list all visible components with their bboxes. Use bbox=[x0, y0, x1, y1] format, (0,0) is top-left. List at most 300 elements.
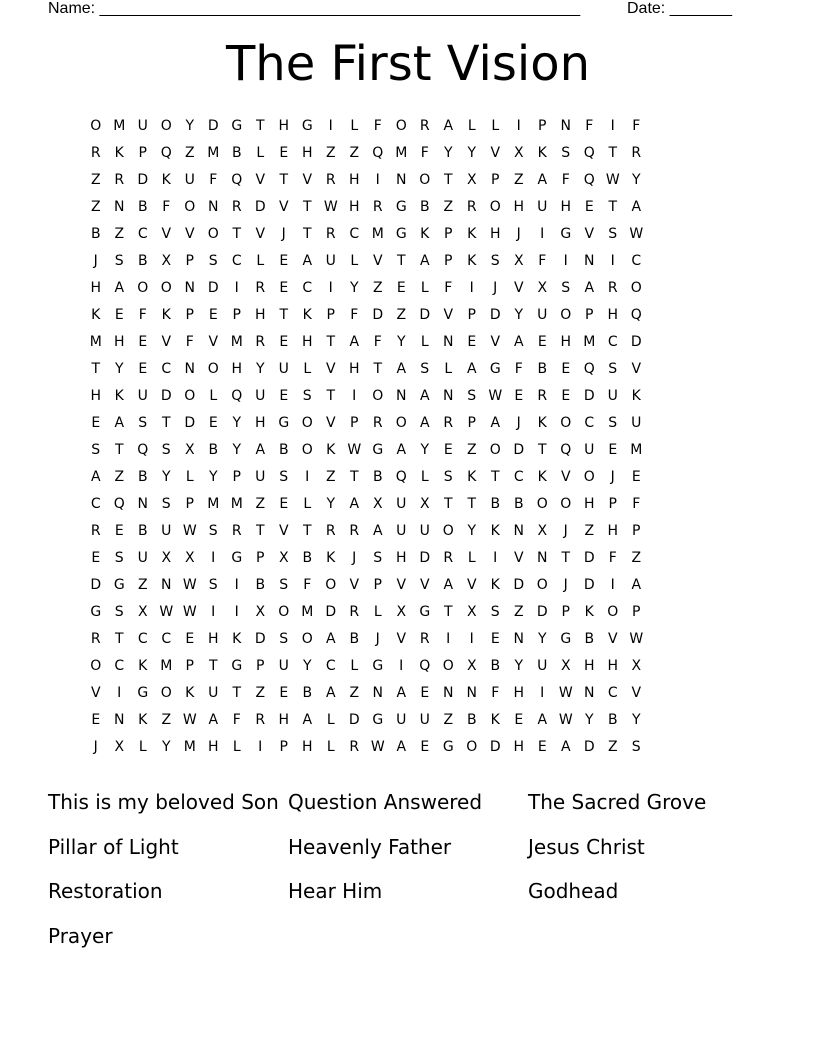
grid-letter[interactable]: U bbox=[419, 711, 430, 728]
grid-letter[interactable]: K bbox=[326, 441, 336, 458]
grid-letter[interactable]: F bbox=[373, 117, 382, 134]
grid-letter[interactable]: B bbox=[231, 144, 242, 161]
grid-letter[interactable]: B bbox=[349, 630, 360, 647]
grid-letter[interactable]: T bbox=[232, 684, 242, 701]
grid-letter[interactable]: P bbox=[467, 306, 476, 323]
grid-letter[interactable]: O bbox=[395, 414, 407, 431]
grid-letter[interactable]: I bbox=[399, 657, 404, 674]
grid-letter[interactable]: S bbox=[279, 630, 289, 647]
grid-letter[interactable]: E bbox=[561, 387, 571, 404]
grid-letter[interactable]: N bbox=[466, 684, 477, 701]
grid-letter[interactable]: V bbox=[161, 225, 172, 242]
grid-letter[interactable]: U bbox=[396, 711, 407, 728]
grid-letter[interactable]: D bbox=[254, 630, 266, 647]
grid-letter[interactable]: K bbox=[114, 144, 124, 161]
grid-letter[interactable]: V bbox=[419, 576, 430, 593]
grid-letter[interactable]: O bbox=[442, 657, 454, 674]
grid-letter[interactable]: L bbox=[326, 711, 335, 728]
grid-letter[interactable]: E bbox=[467, 333, 477, 350]
grid-letter[interactable]: I bbox=[234, 576, 239, 593]
grid-letter[interactable]: U bbox=[537, 657, 548, 674]
grid-letter[interactable]: K bbox=[232, 630, 242, 647]
grid-letter[interactable]: C bbox=[584, 414, 595, 431]
grid-letter[interactable]: T bbox=[302, 225, 312, 242]
grid-letter[interactable]: B bbox=[278, 441, 289, 458]
grid-letter[interactable]: E bbox=[185, 630, 195, 647]
grid-letter[interactable]: X bbox=[513, 252, 524, 269]
grid-letter[interactable]: E bbox=[279, 252, 289, 269]
grid-letter[interactable]: U bbox=[325, 252, 336, 269]
grid-letter[interactable]: S bbox=[91, 441, 101, 458]
grid-letter[interactable]: Z bbox=[90, 198, 101, 215]
grid-letter[interactable]: Y bbox=[467, 144, 477, 161]
grid-letter[interactable]: O bbox=[160, 279, 172, 296]
grid-letter[interactable]: T bbox=[443, 495, 453, 512]
grid-letter[interactable]: A bbox=[208, 711, 219, 728]
grid-letter[interactable]: B bbox=[255, 576, 266, 593]
grid-letter[interactable]: Q bbox=[372, 144, 384, 161]
grid-letter[interactable]: P bbox=[138, 144, 147, 161]
grid-letter[interactable]: L bbox=[467, 117, 476, 134]
grid-letter[interactable]: I bbox=[469, 630, 474, 647]
grid-letter[interactable]: J bbox=[93, 252, 98, 269]
grid-letter[interactable]: Y bbox=[467, 522, 477, 539]
grid-letter[interactable]: R bbox=[90, 630, 101, 647]
grid-letter[interactable]: T bbox=[326, 387, 336, 404]
grid-letter[interactable]: F bbox=[632, 495, 641, 512]
grid-letter[interactable]: O bbox=[442, 522, 454, 539]
grid-letter[interactable]: P bbox=[561, 603, 570, 620]
grid-letter[interactable]: Z bbox=[631, 549, 642, 566]
grid-letter[interactable]: O bbox=[395, 117, 407, 134]
grid-letter[interactable]: R bbox=[255, 711, 266, 728]
grid-letter[interactable]: Y bbox=[443, 144, 453, 161]
grid-letter[interactable]: T bbox=[114, 441, 124, 458]
grid-letter[interactable]: F bbox=[209, 171, 218, 188]
grid-letter[interactable]: L bbox=[209, 387, 218, 404]
grid-letter[interactable]: W bbox=[182, 576, 197, 593]
grid-letter[interactable]: S bbox=[114, 549, 124, 566]
grid-letter[interactable]: V bbox=[302, 171, 313, 188]
grid-letter[interactable]: A bbox=[372, 522, 383, 539]
grid-letter[interactable]: H bbox=[207, 630, 219, 647]
grid-letter[interactable]: G bbox=[395, 225, 407, 242]
grid-letter[interactable]: B bbox=[537, 360, 548, 377]
grid-letter[interactable]: K bbox=[631, 387, 641, 404]
grid-letter[interactable]: R bbox=[607, 279, 618, 296]
grid-letter[interactable]: T bbox=[279, 171, 289, 188]
grid-letter[interactable]: E bbox=[584, 198, 594, 215]
grid-letter[interactable]: U bbox=[278, 360, 289, 377]
grid-letter[interactable]: H bbox=[395, 549, 407, 566]
grid-letter[interactable]: L bbox=[467, 549, 476, 566]
grid-letter[interactable]: C bbox=[137, 630, 148, 647]
grid-letter[interactable]: Z bbox=[137, 576, 148, 593]
grid-letter[interactable]: A bbox=[396, 441, 407, 458]
grid-letter[interactable]: E bbox=[138, 333, 148, 350]
grid-letter[interactable]: I bbox=[117, 684, 122, 701]
grid-letter[interactable]: D bbox=[184, 414, 196, 431]
grid-letter[interactable]: G bbox=[231, 657, 243, 674]
grid-letter[interactable]: H bbox=[607, 657, 619, 674]
grid-letter[interactable]: S bbox=[608, 414, 618, 431]
grid-letter[interactable]: D bbox=[583, 387, 595, 404]
grid-letter[interactable]: N bbox=[184, 279, 195, 296]
grid-letter[interactable]: O bbox=[207, 225, 219, 242]
grid-letter[interactable]: D bbox=[207, 117, 219, 134]
grid-letter[interactable]: J bbox=[516, 414, 521, 431]
grid-letter[interactable]: S bbox=[208, 576, 218, 593]
grid-letter[interactable]: O bbox=[90, 657, 102, 674]
grid-letter[interactable]: J bbox=[563, 522, 568, 539]
grid-letter[interactable]: V bbox=[325, 360, 336, 377]
grid-letter[interactable]: D bbox=[90, 576, 102, 593]
grid-letter[interactable]: D bbox=[207, 279, 219, 296]
grid-letter[interactable]: V bbox=[255, 171, 266, 188]
grid-letter[interactable]: Y bbox=[584, 711, 594, 728]
grid-letter[interactable]: R bbox=[419, 117, 430, 134]
grid-letter[interactable]: I bbox=[211, 549, 216, 566]
grid-letter[interactable]: T bbox=[608, 144, 618, 161]
grid-letter[interactable]: X bbox=[137, 603, 148, 620]
grid-letter[interactable]: T bbox=[302, 522, 312, 539]
grid-letter[interactable]: D bbox=[536, 603, 548, 620]
grid-letter[interactable]: A bbox=[560, 738, 571, 755]
grid-letter[interactable]: W bbox=[370, 738, 385, 755]
grid-letter[interactable]: Z bbox=[513, 603, 524, 620]
grid-letter[interactable]: L bbox=[256, 144, 265, 161]
grid-letter[interactable]: K bbox=[138, 657, 148, 674]
grid-letter[interactable]: S bbox=[373, 549, 383, 566]
grid-letter[interactable]: Z bbox=[184, 144, 195, 161]
grid-letter[interactable]: B bbox=[137, 522, 148, 539]
grid-letter[interactable]: E bbox=[279, 144, 289, 161]
grid-letter[interactable]: F bbox=[514, 360, 523, 377]
grid-letter[interactable]: K bbox=[537, 144, 547, 161]
grid-letter[interactable]: V bbox=[278, 522, 289, 539]
grid-letter[interactable]: W bbox=[159, 603, 174, 620]
grid-letter[interactable]: N bbox=[537, 549, 548, 566]
grid-letter[interactable]: N bbox=[513, 522, 524, 539]
grid-letter[interactable]: A bbox=[490, 414, 501, 431]
grid-letter[interactable]: K bbox=[161, 171, 171, 188]
grid-letter[interactable]: Y bbox=[185, 117, 195, 134]
grid-letter[interactable]: T bbox=[467, 495, 477, 512]
grid-letter[interactable]: V bbox=[443, 306, 454, 323]
grid-letter[interactable]: Y bbox=[302, 657, 312, 674]
grid-letter[interactable]: A bbox=[325, 630, 336, 647]
grid-letter[interactable]: P bbox=[185, 252, 194, 269]
grid-letter[interactable]: O bbox=[489, 441, 501, 458]
grid-letter[interactable]: C bbox=[607, 333, 618, 350]
grid-letter[interactable]: A bbox=[466, 360, 477, 377]
grid-letter[interactable]: O bbox=[489, 198, 501, 215]
grid-letter[interactable]: A bbox=[537, 711, 548, 728]
grid-letter[interactable]: A bbox=[419, 387, 430, 404]
grid-letter[interactable]: S bbox=[490, 252, 500, 269]
grid-letter[interactable]: A bbox=[255, 441, 266, 458]
grid-letter[interactable]: V bbox=[161, 333, 172, 350]
grid-letter[interactable]: Z bbox=[584, 522, 595, 539]
grid-letter[interactable]: C bbox=[114, 657, 125, 674]
grid-letter[interactable]: U bbox=[278, 657, 289, 674]
grid-letter[interactable]: G bbox=[231, 549, 243, 566]
grid-letter[interactable]: C bbox=[90, 495, 101, 512]
grid-letter[interactable]: I bbox=[258, 738, 263, 755]
grid-letter[interactable]: B bbox=[137, 252, 148, 269]
grid-letter[interactable]: E bbox=[443, 441, 453, 458]
grid-letter[interactable]: T bbox=[114, 630, 124, 647]
grid-letter[interactable]: B bbox=[466, 711, 477, 728]
grid-letter[interactable]: T bbox=[349, 468, 359, 485]
grid-letter[interactable]: Q bbox=[583, 144, 595, 161]
grid-letter[interactable]: M bbox=[183, 738, 196, 755]
grid-letter[interactable]: E bbox=[490, 630, 500, 647]
grid-letter[interactable]: Z bbox=[466, 441, 477, 458]
grid-letter[interactable]: A bbox=[631, 576, 642, 593]
grid-letter[interactable]: V bbox=[278, 198, 289, 215]
grid-letter[interactable]: K bbox=[185, 684, 195, 701]
grid-letter[interactable]: E bbox=[396, 279, 406, 296]
grid-letter[interactable]: K bbox=[490, 576, 500, 593]
grid-letter[interactable]: E bbox=[420, 738, 430, 755]
grid-letter[interactable]: O bbox=[90, 117, 102, 134]
grid-letter[interactable]: O bbox=[560, 414, 572, 431]
grid-letter[interactable]: S bbox=[279, 468, 289, 485]
grid-letter[interactable]: D bbox=[348, 711, 360, 728]
grid-letter[interactable]: L bbox=[420, 279, 429, 296]
grid-letter[interactable]: S bbox=[279, 576, 289, 593]
grid-letter[interactable]: C bbox=[302, 279, 313, 296]
grid-letter[interactable]: K bbox=[302, 306, 312, 323]
grid-letter[interactable]: S bbox=[161, 441, 171, 458]
grid-letter[interactable]: H bbox=[113, 333, 125, 350]
grid-letter[interactable]: U bbox=[184, 171, 195, 188]
grid-letter[interactable]: V bbox=[396, 630, 407, 647]
grid-letter[interactable]: Z bbox=[443, 711, 454, 728]
grid-letter[interactable]: A bbox=[349, 333, 360, 350]
grid-letter[interactable]: L bbox=[232, 738, 241, 755]
grid-letter[interactable]: L bbox=[326, 738, 335, 755]
grid-letter[interactable]: I bbox=[563, 252, 568, 269]
grid-letter[interactable]: U bbox=[584, 441, 595, 458]
grid-letter[interactable]: H bbox=[607, 522, 619, 539]
grid-letter[interactable]: S bbox=[608, 225, 618, 242]
grid-letter[interactable]: Z bbox=[349, 144, 360, 161]
grid-letter[interactable]: D bbox=[583, 549, 595, 566]
grid-letter[interactable]: B bbox=[137, 198, 148, 215]
grid-letter[interactable]: A bbox=[325, 684, 336, 701]
grid-letter[interactable]: I bbox=[305, 468, 310, 485]
grid-letter[interactable]: I bbox=[446, 630, 451, 647]
date-field-label[interactable]: Date: _______ bbox=[627, 0, 732, 17]
grid-letter[interactable]: L bbox=[373, 603, 382, 620]
grid-letter[interactable]: V bbox=[255, 225, 266, 242]
grid-letter[interactable]: H bbox=[207, 738, 219, 755]
grid-letter[interactable]: M bbox=[630, 441, 643, 458]
grid-letter[interactable]: A bbox=[349, 495, 360, 512]
grid-letter[interactable]: X bbox=[372, 495, 383, 512]
grid-letter[interactable]: N bbox=[443, 333, 454, 350]
grid-letter[interactable]: U bbox=[537, 198, 548, 215]
grid-letter[interactable]: Y bbox=[326, 495, 336, 512]
grid-letter[interactable]: A bbox=[584, 279, 595, 296]
grid-letter[interactable]: E bbox=[608, 441, 618, 458]
grid-letter[interactable]: O bbox=[536, 576, 548, 593]
grid-letter[interactable]: G bbox=[231, 117, 243, 134]
grid-letter[interactable]: E bbox=[279, 333, 289, 350]
grid-letter[interactable]: D bbox=[489, 738, 501, 755]
grid-letter[interactable]: P bbox=[444, 252, 453, 269]
grid-letter[interactable]: T bbox=[279, 306, 289, 323]
grid-letter[interactable]: R bbox=[349, 738, 360, 755]
grid-letter[interactable]: E bbox=[91, 549, 101, 566]
grid-letter[interactable]: T bbox=[255, 522, 265, 539]
grid-letter[interactable]: X bbox=[466, 171, 477, 188]
grid-letter[interactable]: I bbox=[328, 117, 333, 134]
grid-letter[interactable]: V bbox=[513, 549, 524, 566]
grid-letter[interactable]: A bbox=[90, 468, 101, 485]
grid-letter[interactable]: Y bbox=[161, 738, 171, 755]
grid-letter[interactable]: I bbox=[234, 279, 239, 296]
grid-letter[interactable]: K bbox=[91, 306, 101, 323]
grid-letter[interactable]: I bbox=[493, 549, 498, 566]
grid-letter[interactable]: S bbox=[490, 603, 500, 620]
grid-letter[interactable]: V bbox=[631, 360, 642, 377]
grid-letter[interactable]: V bbox=[631, 684, 642, 701]
grid-letter[interactable]: R bbox=[90, 522, 101, 539]
grid-letter[interactable]: N bbox=[396, 171, 407, 188]
grid-letter[interactable]: I bbox=[234, 603, 239, 620]
grid-letter[interactable]: M bbox=[207, 495, 220, 512]
grid-letter[interactable]: B bbox=[137, 468, 148, 485]
grid-letter[interactable]: U bbox=[396, 495, 407, 512]
grid-letter[interactable]: G bbox=[301, 117, 313, 134]
grid-letter[interactable]: H bbox=[301, 144, 313, 161]
grid-letter[interactable]: G bbox=[372, 441, 384, 458]
grid-letter[interactable]: Q bbox=[583, 360, 595, 377]
grid-letter[interactable]: M bbox=[230, 333, 243, 350]
grid-letter[interactable]: D bbox=[254, 198, 266, 215]
grid-letter[interactable]: P bbox=[373, 576, 382, 593]
grid-letter[interactable]: E bbox=[631, 468, 641, 485]
grid-letter[interactable]: F bbox=[162, 198, 171, 215]
grid-letter[interactable]: R bbox=[114, 171, 125, 188]
grid-letter[interactable]: H bbox=[90, 387, 102, 404]
grid-letter[interactable]: O bbox=[583, 468, 595, 485]
grid-letter[interactable]: T bbox=[208, 657, 218, 674]
grid-letter[interactable]: R bbox=[443, 549, 454, 566]
grid-letter[interactable]: Z bbox=[349, 684, 360, 701]
grid-letter[interactable]: R bbox=[631, 144, 642, 161]
grid-letter[interactable]: X bbox=[466, 657, 477, 674]
grid-letter[interactable]: C bbox=[231, 252, 242, 269]
grid-letter[interactable]: U bbox=[607, 387, 618, 404]
grid-letter[interactable]: A bbox=[114, 414, 125, 431]
grid-letter[interactable]: Q bbox=[395, 468, 407, 485]
grid-letter[interactable]: H bbox=[513, 738, 525, 755]
grid-letter[interactable]: R bbox=[90, 144, 101, 161]
grid-letter[interactable]: V bbox=[490, 144, 501, 161]
grid-letter[interactable]: N bbox=[114, 198, 125, 215]
grid-letter[interactable]: W bbox=[182, 711, 197, 728]
grid-letter[interactable]: L bbox=[303, 360, 312, 377]
grid-letter[interactable]: L bbox=[420, 333, 429, 350]
grid-letter[interactable]: V bbox=[90, 684, 101, 701]
grid-letter[interactable]: O bbox=[184, 198, 196, 215]
grid-letter[interactable]: S bbox=[208, 252, 218, 269]
grid-letter[interactable]: A bbox=[396, 738, 407, 755]
grid-letter[interactable]: O bbox=[160, 684, 172, 701]
grid-letter[interactable]: Z bbox=[255, 684, 266, 701]
grid-letter[interactable]: T bbox=[561, 549, 571, 566]
grid-letter[interactable]: F bbox=[185, 333, 194, 350]
grid-letter[interactable]: C bbox=[325, 657, 336, 674]
grid-letter[interactable]: Y bbox=[208, 468, 218, 485]
grid-letter[interactable]: S bbox=[302, 387, 312, 404]
grid-letter[interactable]: R bbox=[537, 387, 548, 404]
grid-letter[interactable]: Z bbox=[372, 279, 383, 296]
grid-letter[interactable]: Z bbox=[513, 171, 524, 188]
grid-letter[interactable]: P bbox=[632, 603, 641, 620]
grid-letter[interactable]: E bbox=[208, 414, 218, 431]
grid-letter[interactable]: K bbox=[420, 225, 430, 242]
grid-letter[interactable]: B bbox=[584, 630, 595, 647]
grid-letter[interactable]: B bbox=[419, 198, 430, 215]
grid-letter[interactable]: X bbox=[184, 549, 195, 566]
grid-letter[interactable]: G bbox=[442, 738, 454, 755]
grid-letter[interactable]: B bbox=[513, 495, 524, 512]
grid-letter[interactable]: H bbox=[489, 225, 501, 242]
grid-letter[interactable]: G bbox=[560, 225, 572, 242]
grid-letter[interactable]: Y bbox=[420, 441, 430, 458]
grid-letter[interactable]: B bbox=[302, 549, 313, 566]
grid-letter[interactable]: X bbox=[114, 738, 125, 755]
grid-letter[interactable]: R bbox=[325, 171, 336, 188]
grid-letter[interactable]: G bbox=[372, 657, 384, 674]
grid-letter[interactable]: J bbox=[563, 576, 568, 593]
grid-letter[interactable]: X bbox=[161, 252, 172, 269]
grid-letter[interactable]: D bbox=[419, 549, 431, 566]
grid-letter[interactable]: U bbox=[137, 549, 148, 566]
grid-letter[interactable]: L bbox=[491, 117, 500, 134]
grid-letter[interactable]: R bbox=[419, 630, 430, 647]
grid-letter[interactable]: N bbox=[208, 198, 219, 215]
grid-letter[interactable]: P bbox=[232, 468, 241, 485]
grid-letter[interactable]: V bbox=[396, 576, 407, 593]
grid-letter[interactable]: W bbox=[323, 198, 338, 215]
grid-letter[interactable]: V bbox=[325, 414, 336, 431]
grid-letter[interactable]: H bbox=[560, 333, 572, 350]
grid-letter[interactable]: Z bbox=[443, 198, 454, 215]
grid-letter[interactable]: N bbox=[372, 684, 383, 701]
grid-letter[interactable]: X bbox=[255, 603, 266, 620]
grid-letter[interactable]: W bbox=[605, 171, 620, 188]
grid-letter[interactable]: Y bbox=[232, 414, 242, 431]
grid-letter[interactable]: B bbox=[372, 468, 383, 485]
grid-letter[interactable]: K bbox=[114, 387, 124, 404]
grid-letter[interactable]: U bbox=[255, 387, 266, 404]
grid-letter[interactable]: V bbox=[208, 333, 219, 350]
grid-letter[interactable]: R bbox=[466, 198, 477, 215]
grid-letter[interactable]: Y bbox=[232, 441, 242, 458]
grid-letter[interactable]: H bbox=[607, 306, 619, 323]
grid-letter[interactable]: O bbox=[536, 495, 548, 512]
grid-letter[interactable]: L bbox=[350, 117, 359, 134]
grid-letter[interactable]: K bbox=[490, 711, 500, 728]
grid-letter[interactable]: E bbox=[514, 387, 524, 404]
grid-letter[interactable]: X bbox=[513, 144, 524, 161]
